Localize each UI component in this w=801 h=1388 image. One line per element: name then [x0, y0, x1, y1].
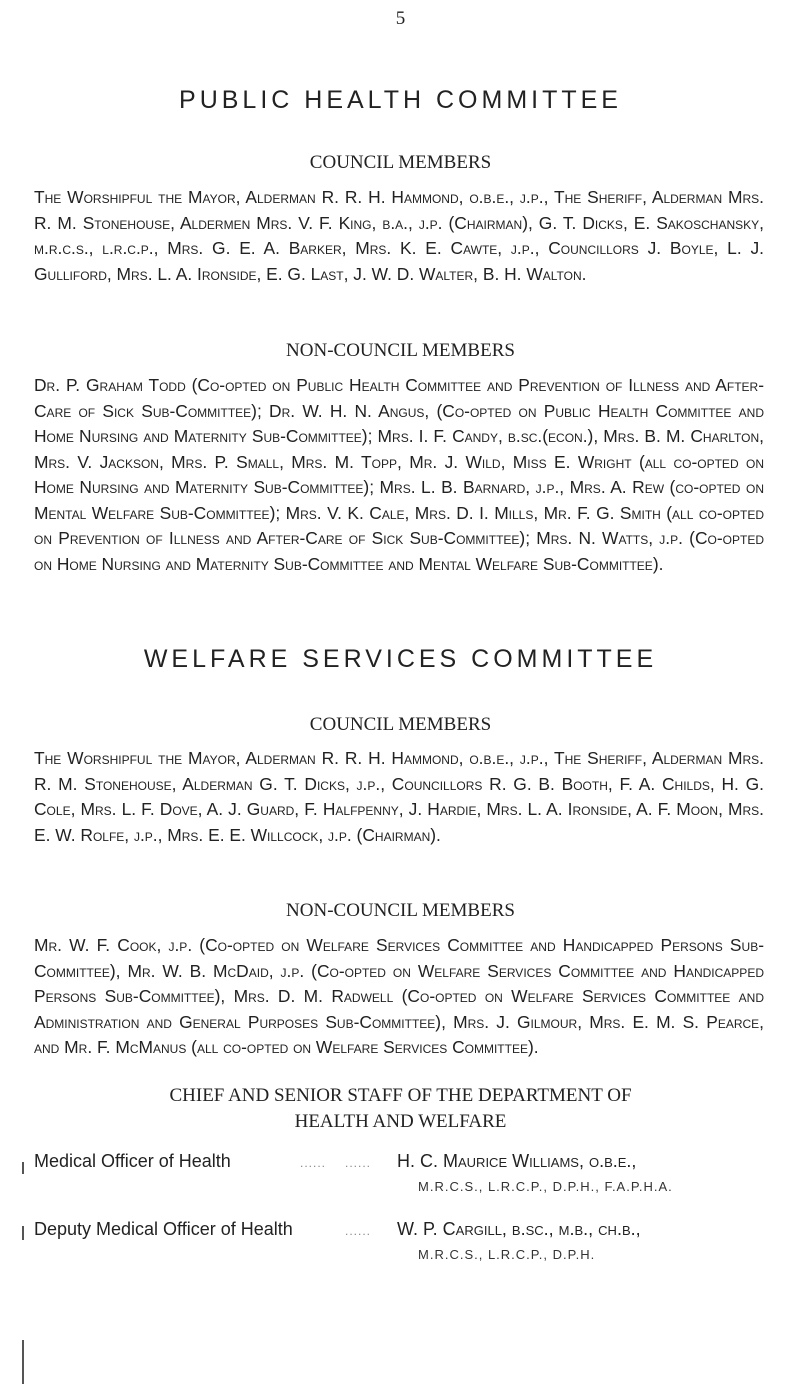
staff-qualifications: M.R.C.S., L.R.C.P., D.P.H., F.A.P.H.A.	[418, 1179, 673, 1194]
welfare-heading: WELFARE SERVICES COMMITTEE	[143, 645, 658, 673]
scan-artifact	[22, 1340, 24, 1384]
ph-council-heading: COUNCIL MEMBERS	[309, 152, 492, 173]
ws-non-council-members-text: Mr. W. F. Cook, j.p. (Co-opted on Welfare Services Committee and Handicapped Persons Sub-Committee), Mr. W. B. McDaid, j.p. (Co-opted on Welfare Services Committee and Handicapped Persons Sub-Committee), Mrs. D. M. Radwell (Co-opted on Welfare Services Committee and Administration and General Purposes Sub-Committee), Mrs. J. Gilmour, Mrs. E. M. S. Pearce, and Mr. F. McManus (all co-opted on Welfare Services Committee).	[34, 935, 764, 1057]
staff-name: W. P. Cargill, b.sc., m.b., ch.b.,	[397, 1219, 641, 1239]
ws-non-council-heading: NON-COUNCIL MEMBERS	[286, 900, 515, 921]
ws-council-members-text: The Worshipful the Mayor, Alderman R. R. H. Hammond, o.b.e., j.p., The Sheriff, Alderman Mrs. R. M. Stonehouse, Alderman G. T. Dicks, j.p., Councillors R. G. B. Booth, F. A. Childs, H. G. Cole, Mrs. L. F. Dove, A. J. Guard, F. Halfpenny, J. Hardie, Mrs. L. A. Ironside, A. F. Moon, Mrs. E. W. Rolfe, j.p., Mrs. E. E. Willcock, j.p. (Chairman).	[34, 748, 764, 845]
scan-artifact	[22, 1226, 24, 1240]
scan-artifact	[22, 1162, 24, 1174]
dot-leader: ......	[345, 1156, 372, 1170]
ph-council-members-text: The Worshipful the Mayor, Alderman R. R. H. Hammond, o.b.e., j.p., The Sheriff, Alderman Mrs. R. M. Stonehouse, Aldermen Mrs. V. F. King, b.a., j.p. (Chairman), G. T. Dicks, E. Sakoschansky, m.r.c.s., l.r.c.p., Mrs. G. E. A. Barker, Mrs. K. E. Cawte, j.p., Councillors J. Boyle, L. J. Gulliford, Mrs. L. A. Ironside, E. G. Last, J. W. D. Walter, B. H. Walton.	[34, 187, 764, 284]
ws-council-heading: COUNCIL MEMBERS	[309, 714, 492, 735]
dot-leader: ......	[300, 1156, 327, 1170]
ph-non-council-members-text: Dr. P. Graham Todd (Co-opted on Public Health Committee and Prevention of Illness and After-Care of Sick Sub-Committee); Dr. W. H. N. Angus, (Co-opted on Public Health Committee and Home Nursing and Maternity Sub-Committee); Mrs. I. F. Candy, b.sc.(econ.), Mrs. B. M. Charlton, Mrs. V. Jackson, Mrs. P. Small, Mrs. M. Topp, Mr. J. Wild, Miss E. Wright (all co-opted on Home Nursing and Maternity Sub-Committee); Mrs. L. B. Barnard, j.p., Mrs. A. Rew (co-opted on Mental Welfare Sub-Committee); Mrs. V. K. Cale, Mrs. D. I. Mills, Mr. F. G. Smith (all co-opted on Prevention of Illness and After-Care of Sick Sub-Committee); Mrs. N. Watts, j.p. (Co-opted on Home Nursing and Maternity Sub-Committee and Mental Welfare Sub-Committee).	[34, 375, 764, 574]
staff-name: H. C. Maurice Williams, o.b.e.,	[397, 1151, 637, 1171]
dot-leader: ......	[345, 1224, 372, 1238]
ph-non-council-heading: NON-COUNCIL MEMBERS	[286, 340, 515, 361]
staff-heading-line1: CHIEF AND SENIOR STAFF OF THE DEPARTMENT OF	[169, 1085, 632, 1106]
page-number: 5	[395, 8, 406, 29]
staff-heading	[0, 1083, 801, 1135]
public-health-heading: PUBLIC HEALTH COMMITTEE	[179, 86, 622, 114]
staff-role: Deputy Medical Officer of Health	[34, 1219, 293, 1239]
staff-qualifications: M.R.C.S., L.R.C.P., D.P.H.	[418, 1247, 596, 1262]
staff-role: Medical Officer of Health	[34, 1151, 231, 1171]
staff-heading-line2: HEALTH AND WELFARE	[294, 1111, 507, 1132]
